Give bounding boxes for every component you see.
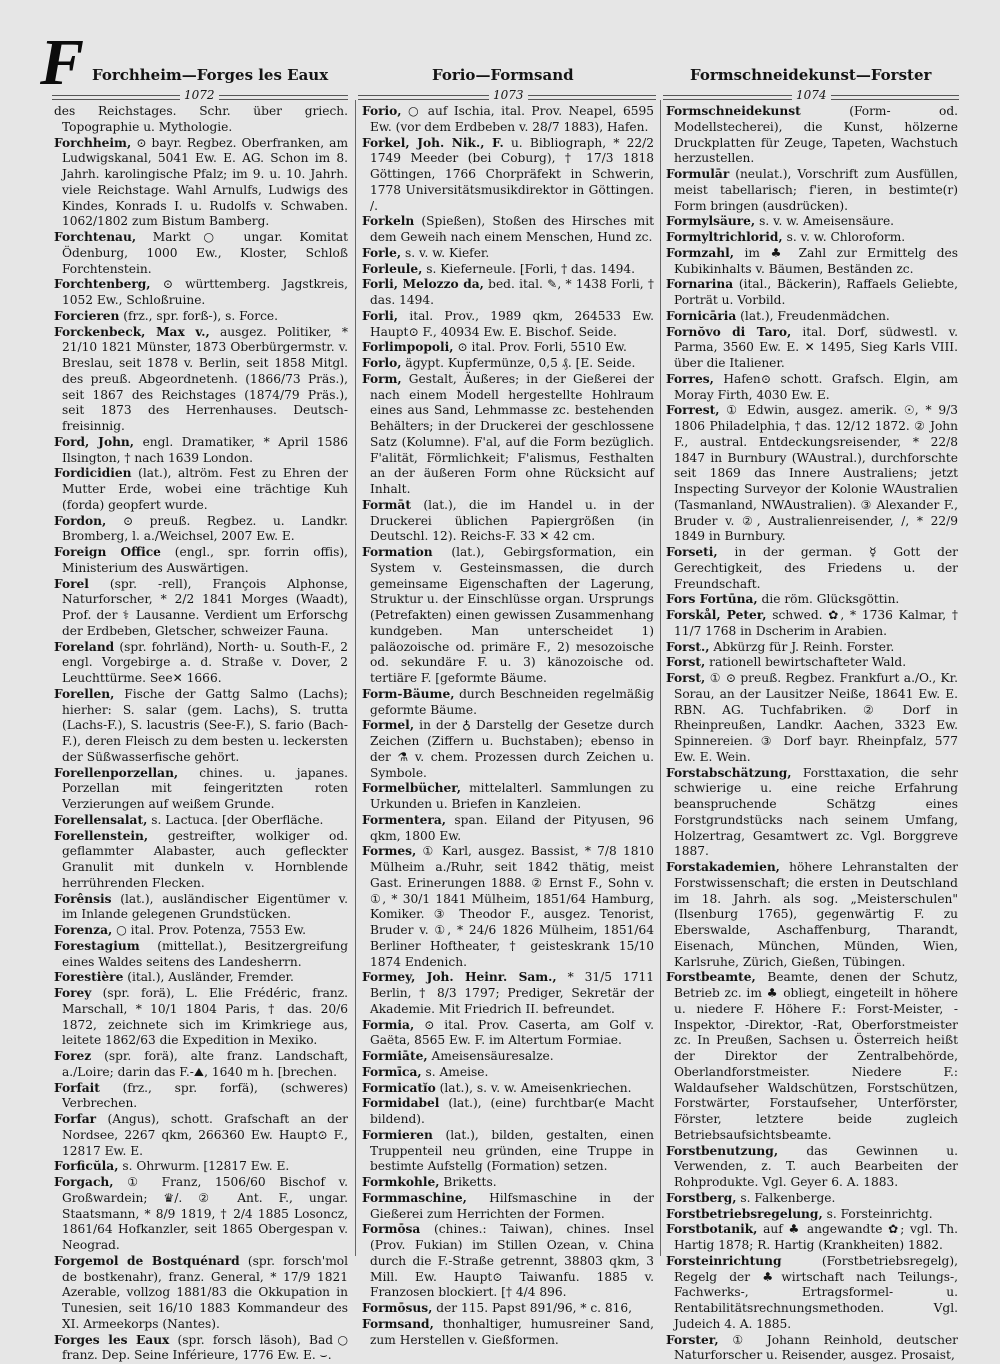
entry-text: (ital., Bäckerin), Raffaels Geliebte, Porträt u. Vorbild.: [674, 277, 958, 307]
entry-headword: Forey: [54, 986, 91, 1000]
entry-text: (engl., spr. forrin offis), Ministerium des Auswärtigen.: [62, 545, 348, 575]
entry-headword: Forleule,: [362, 262, 422, 276]
dictionary-entry: [54, 829, 348, 892]
section-letter: F: [40, 30, 84, 96]
entry-headword: Forstbotanik,: [666, 1222, 757, 1236]
entry-headword: Forio,: [362, 104, 402, 118]
entry-headword: Forcieren: [54, 309, 119, 323]
entry-headword: Formīca,: [362, 1065, 422, 1079]
dictionary-entry: [666, 592, 958, 608]
entry-text: engl. Dramatiker, * April 1586 Ilsington, † nach 1639 London.: [62, 435, 348, 465]
entry-headword: Forle,: [362, 246, 401, 260]
entry-headword: Fordicidien: [54, 466, 132, 480]
dictionary-entry: [362, 1081, 654, 1097]
dictionary-entry: [362, 781, 654, 813]
entry-headword: Formschneidekunst: [666, 104, 801, 118]
dictionary-entry: [54, 1112, 348, 1159]
entry-text: ① ⊙ preuß. Regbez. Frankfurt a./O., Kr. Sorau, an der Lausitzer Neiße, 18641 Ew. E. RBN. AG. Tuchfabriken. ② Dorf in Rheinpreußen, Landkr. Aachen, 3323 Ew. Spinnereien. ③ Dorf bayr. Rheinpfalz, 577 Ew. E. Wein.: [674, 671, 958, 764]
dictionary-entry: [666, 277, 958, 309]
entry-headword: Formelbücher,: [362, 781, 461, 795]
entry-headword: Forestagium: [54, 939, 140, 953]
entry-headword: Forckenbeck, Max v.,: [54, 325, 210, 339]
entry-text: Hilfsmaschine in der Gießerei zum Herrichten der Formen.: [370, 1191, 654, 1221]
entry-headword: Fors Fortūna,: [666, 592, 758, 606]
entry-headword: Formkohle,: [362, 1175, 440, 1189]
dictionary-entry: [666, 403, 958, 545]
dictionary-entry: [666, 1191, 958, 1207]
entry-text: (Forstbetriebsregelg), Regelg der ♣wirtschaft nach Teilungs-, Fachwerks-, Ertragsformel- u. Rentabilitätsrechnungsmethoden. Vgl. Judeich 4. A. 1885.: [674, 1254, 958, 1331]
column-middle: [362, 104, 654, 1256]
entry-text: ⊙ ital. Prov. Forli, 5510 Ew.: [457, 340, 627, 354]
entry-headword: Forchtenberg,: [54, 277, 151, 291]
dictionary-entry: [666, 860, 958, 970]
entry-text: Fische der Gattg Salmo (Lachs); hierher: S. salar (gem. Lachs), S. trutta (Lachs-F.), S. lacustris (See-F.), S. fario (Bach-F.), deren Fleisch zu dem besten u. leckersten der Süßwasserfische gehört.: [62, 687, 348, 764]
entry-headword: Form,: [362, 372, 402, 386]
entry-text: in der german. ☿ Gott der Gerechtigkeit, des Friedens u. der Freundschaft.: [674, 545, 958, 591]
entry-headword: Formey, Joh. Heinr. Sam.,: [362, 970, 557, 984]
dictionary-entry: [362, 340, 654, 356]
dictionary-entry: [54, 986, 348, 1049]
entry-headword: Forli,: [362, 309, 398, 323]
dictionary-entry: [362, 1175, 654, 1191]
dictionary-entry: [362, 813, 654, 845]
dictionary-entry: [54, 892, 348, 924]
dictionary-entry: [54, 309, 348, 325]
dictionary-entry: [362, 104, 654, 136]
entry-headword: Foreland: [54, 640, 114, 654]
entry-text: Ameisensäuresalze.: [431, 1049, 553, 1063]
dictionary-entry: [666, 608, 958, 640]
entry-text: schwed. ✿, * 1736 Kalmar, † 11/7 1768 in Dscherim in Arabien.: [674, 608, 958, 638]
dictionary-entry: [666, 325, 958, 372]
page-number-right: 1074: [792, 88, 831, 102]
dictionary-entry: [362, 1065, 654, 1081]
entry-text: ① Johann Reinhold, deutscher Naturforscher u. Reisender, ausgez. Prosaist,: [674, 1333, 958, 1363]
entry-headword: Forskål, Peter,: [666, 608, 767, 622]
dictionary-entry: [362, 687, 654, 719]
entry-headword: Forst,: [666, 671, 705, 685]
entry-text: s. Kieferneule. [Forli, † das. 1494.: [426, 262, 635, 276]
entry-text: s. Falkenberge.: [740, 1191, 835, 1205]
entry-text: (lat.), bilden, gestalten, einen Truppenteil neu gründen, eine Truppe in bestimte Aufstellg (Formation) setzen.: [370, 1128, 654, 1174]
entry-text: s. v. w. Ameisensäure.: [759, 214, 894, 228]
entry-text: thonhaltiger, humusreiner Sand, zum Herstellen v. Gießformen.: [370, 1317, 654, 1347]
dictionary-entry: [666, 970, 958, 1143]
entry-headword: Forstbetriebsregelung,: [666, 1207, 823, 1221]
column-rule-2: [660, 100, 661, 1256]
entry-text: Gestalt, Äußeres; in der Gießerei der nach einem Modell hergestellte Hohlraum eines aus Sand, Lehmmasse zc. bestehenden Behälters; in der Druckerei der geschlossene Satz (Kolumne). F'al, auf die Form bezüglich. F'alität, Förmlichkeit; F'alismus, Festhalten an der äußeren Form ohne Rücksicht auf Inhalt.: [370, 372, 654, 496]
entry-text: (neulat.), Vorschrift zum Ausfüllen, meist tabellarisch; f'ieren, in bestimte(r) Form bringen (ausdrücken).: [674, 167, 958, 213]
dictionary-entry: [54, 1159, 348, 1175]
dictionary-entry: [362, 372, 654, 498]
entry-text: Beamte, denen der Schutz, Betrieb zc. im ♣ obliegt, eingeteilt in höhere u. niedere F. Höhere F.: Forst-Meister, -Inspektor, -Direktor, -Rat, Oberforstmeister zc. In Preußen, Sachsen u. Österreich heißt der Direktor der Zentralbehörde, Oberlandforstmeister. Niedere F.: Waldaufseher Waldschützen, Forstschützen, Forstwärter, Forstaufseher, Unterförster, Förster, letztere beide zugleich Betriebsaufsichtsbeamte.: [674, 970, 958, 1142]
entry-text: Forsttaxation, die sehr schwierige u. eine reiche Erfahrung beanspruchende Schätzg eines Forstgrundstücks nach seinem Umfang, Holzertrag, Gesamtwert zc. Vgl. Borggreve 1887.: [674, 766, 958, 859]
dictionary-entry: [666, 1144, 958, 1191]
entry-text: ① Franz, 1506/60 Bischof v. Großwardein; ♛/. ② Ant. F., ungar. Staatsmann, * 8/9 1819, † 2/4 1885 Losoncz, 1861/64 Hofkanzler, seit 1865 Obergespan v. Neograd.: [62, 1175, 348, 1252]
entry-text: in der ♁ Darstellg der Gesetze durch Zeichen (Ziffern u. Buchstaben); ebenso in der ⚗ v. chem. Prozessen durch Zeichen u. Symbole.: [370, 718, 654, 779]
entry-text: (Spießen), Stoßen des Hirsches mit dem Geweih nach einem Menschen, Hund zc.: [370, 214, 654, 244]
entry-headword: Forlimpopoli,: [362, 340, 454, 354]
entry-headword: Forgach,: [54, 1175, 113, 1189]
entry-text: ägypt. Kupfermünze, 0,5 ₰. [E. Seide.: [405, 356, 635, 370]
entry-text: (lat.), Freudenmädchen.: [740, 309, 890, 323]
entry-text: auf ♣ angewandte ✿; vgl. Th. Hartig 1878; R. Hartig (Krankheiten) 1882.: [674, 1222, 958, 1252]
dictionary-entry: [362, 1096, 654, 1128]
entry-text: (lat.), ausländischer Eigentümer v. im Inlande gelegenen Grundstücken.: [62, 892, 348, 922]
dictionary-entry: [362, 545, 654, 687]
column-right: [666, 104, 958, 1256]
entry-headword: Fornarina: [666, 277, 733, 291]
entry-text: gestreifter, wolkiger od. geflammter Alabaster, auch gefleckter Granulit mit dunkeln v. Hornblende herrührenden Flecken.: [62, 829, 348, 890]
entry-headword: Forez: [54, 1049, 91, 1063]
dictionary-entry: [362, 844, 654, 970]
dictionary-entry: [362, 1301, 654, 1317]
dictionary-entry: [54, 1175, 348, 1254]
entry-headword: Forestière: [54, 970, 123, 984]
dictionary-entry: [362, 718, 654, 781]
entry-headword: Formation: [362, 545, 433, 559]
dictionary-entry: [54, 813, 348, 829]
dictionary-entry: [54, 466, 348, 513]
dictionary-entry: [362, 214, 654, 246]
entry-headword: Forfar: [54, 1112, 96, 1126]
entry-headword: Formōsus,: [362, 1301, 432, 1315]
entry-headword: Forli, Melozzo da,: [362, 277, 484, 291]
entry-text: (chines.: Taiwan), chines. Insel (Prov. Fukian) im Stillen Ozean, v. China durch die F.-Straße getrennt, 38803 qkm, 3 Mill. Ew. Haupt⊙ Taiwanfu. 1885 v. Franzosen blockiert. [† 4/4 896.: [370, 1222, 654, 1299]
dictionary-entry: [666, 1333, 958, 1364]
entry-text: ausgez. Politiker, * 21/10 1821 Münster, 1873 Oberbürgermstr. v. Breslau, seit 1878 v. Berlin, seit 1858 Mitgl. des preuß. Abgeordnetenh. (1866/73 Präs.), seit 1867 des Reichstages (1874/79 Präs.), seit 1873 des Herrenhauses. Deutsch-freisinnig.: [62, 325, 348, 434]
dictionary-entry: [362, 1222, 654, 1301]
dictionary-entry: [54, 514, 348, 546]
entry-headword: Form-Bäume,: [362, 687, 454, 701]
entry-headword: Forel: [54, 577, 89, 591]
entry-headword: Forst,: [666, 655, 705, 669]
entry-headword: Forchheim,: [54, 136, 131, 150]
dictionary-entry: [54, 1254, 348, 1333]
dictionary-entry: [54, 640, 348, 687]
dictionary-entry: [362, 246, 654, 262]
entry-headword: Forst.,: [666, 640, 710, 654]
entry-text: rationell bewirtschafteter Wald.: [709, 655, 906, 669]
dictionary-entry: [666, 655, 958, 671]
dictionary-entry: [54, 545, 348, 577]
dictionary-entry: [362, 1049, 654, 1065]
entry-headword: Formzahl,: [666, 246, 734, 260]
entry-headword: Formmaschine,: [362, 1191, 467, 1205]
entry-text: Abkürzg für J. Reinh. Forster.: [713, 640, 894, 654]
dictionary-entry: [666, 230, 958, 246]
entry-text: höhere Lehranstalten der Forstwissenschaft; die ersten in Deutschland im 18. Jahrh. als sog. „Meisterschulen" (Ilsenburg 1765), gegenwärtig F. zu Eberswalde, Aschaffenburg, Tharandt, Eisenach, München, Münden, Wien, Karlsruhe, Zürich, Gießen, Tübingen.: [674, 860, 958, 969]
dictionary-entry: [54, 923, 348, 939]
dictionary-entry: [54, 277, 348, 309]
entry-text: (spr. forsch läsoh), Bad○ franz. Dep. Seine Inférieure, 1776 Ew. E. ⌣.: [62, 1333, 348, 1363]
entry-headword: Formulār: [666, 167, 729, 181]
entry-headword: Formel,: [362, 718, 414, 732]
entry-text: (ital.), Ausländer, Fremder.: [127, 970, 294, 984]
column-rule-1: [355, 100, 356, 1256]
dictionary-entry: [54, 104, 348, 136]
entry-text: ital. Prov., 1989 qkm, 264533 Ew. Haupt⊙ F., 40934 Ew. E. Bischof. Seide.: [370, 309, 654, 339]
entry-headword: Forênsis: [54, 892, 112, 906]
entry-text: (lat.), Gebirgsformation, ein System v. Gesteinsmassen, die durch gemeinsame Eigenschaften der Lagerung, Struktur u. der Einschlüsse organ. Ursprungs (Petrefakten) einen gewissen Zusammenhang kundgeben. Man unterscheidet 1) paläozoische od. primäre F., 2) mesozoische od. sekundäre F. u. 3) känozoische od. tertiäre F. [geformte Bäume.: [370, 545, 654, 685]
entry-headword: Forficŭla,: [54, 1159, 118, 1173]
entry-headword: Forchtenau,: [54, 230, 136, 244]
entry-headword: Formes,: [362, 844, 416, 858]
middle-running-head: Forio—Formsand: [432, 66, 574, 84]
entry-text: s. v. w. Kiefer.: [405, 246, 489, 260]
dictionary-entry: [54, 939, 348, 971]
entry-text: * 31/5 1711 Berlin, † 8/3 1797; Prediger, Sekretär der Akademie. Mit Friedrich II. befreundet.: [370, 970, 654, 1016]
entry-text: (lat.), (eine) furchtbar(e Macht bildend).: [370, 1096, 654, 1126]
entry-text: (spr. forä), alte franz. Landschaft, a./Loire; darin das F.-⛰, 1640 m h. [brechen.: [62, 1049, 348, 1079]
entry-text: ① Edwin, ausgez. amerik. ☉, * 9/3 1806 Philadelphia, † das. 12/12 1872. ② John F., austral. Entdeckungsreisender, * 22/8 1847 in Burnbury (WAustral.), durchforschte seit 1869 das Innere Australiens; jetzt Inspecting Surveyor der Kolonie WAustralien (Tasmanland, NWAustralien). ③ Alexander F., Bruder v. ②, Australienreisender, /, * 22/9 1849 in Burnbury.: [674, 403, 958, 543]
entry-headword: Forsteinrichtung: [666, 1254, 781, 1268]
entry-text: (spr. fohrländ), North- u. South-F., 2 engl. Vorgebirge a. d. Straße v. Dover, 2 Leuchttürme. See✕ 1666.: [62, 640, 348, 686]
entry-text: (mittellat.), Besitzergreifung eines Waldes seitens des Landesherrn.: [62, 939, 348, 969]
entry-text: im ♣ Zahl zur Ermittelg des Kubikinhalts v. Bäumen, Beständen zc.: [674, 246, 958, 276]
entry-text: ⊙ württemberg. Jagstkreis, 1052 Ew., Schloßruine.: [62, 277, 348, 307]
entry-text: s. v. w. Chloroform.: [787, 230, 906, 244]
dictionary-entry: [666, 766, 958, 861]
dictionary-entry: [54, 325, 348, 435]
dictionary-entry: [666, 671, 958, 766]
entry-text: durch Beschneiden regelmäßig geformte Bäume.: [370, 687, 654, 717]
dictionary-entry: [362, 1128, 654, 1175]
dictionary-entry: [54, 136, 348, 231]
entry-headword: Forges les Eaux: [54, 1333, 169, 1347]
entry-text: ⊙ preuß. Regbez. u. Landkr. Bromberg, l. a./Weichsel, 2007 Ew. E.: [62, 514, 348, 544]
entry-text: s. Ohrwurm. [12817 Ew. E.: [122, 1159, 289, 1173]
dictionary-entry: [362, 262, 654, 278]
entry-text: Markt○ ungar. Komitat Ödenburg, 1000 Ew., Kloster, Schloß Forchtenstein.: [62, 230, 348, 276]
entry-headword: Forstberg,: [666, 1191, 737, 1205]
dictionary-entry: [362, 277, 654, 309]
entry-headword: Foreign Office: [54, 545, 161, 559]
entry-text: (frz., spr. forfä), (schweres) Verbrechen.: [62, 1081, 348, 1111]
entry-headword: Formieren: [362, 1128, 433, 1142]
dictionary-entry: [666, 214, 958, 230]
page-number-left: 1072: [180, 88, 219, 102]
entry-headword: Forgemol de Bostquénard: [54, 1254, 240, 1268]
page-number-middle: 1073: [489, 88, 528, 102]
entry-headword: Forellensalat,: [54, 813, 147, 827]
entry-headword: Fordon,: [54, 514, 106, 528]
dictionary-entry: [54, 766, 348, 813]
dictionary-entry: [666, 167, 958, 214]
dictionary-entry: [362, 1018, 654, 1050]
entry-text: ① Karl, ausgez. Bassist, * 7/8 1810 Mülheim a./Ruhr, seit 1842 thätig, meist Gast. Erinerungen 1888. ② Ernst F., Sohn v. ①, * 30/1 1841 Mülheim, 1851/64 Hamburg, Komiker. ③ Theodor F., ausgez. Tenorist, Bruder v. ①, * 24/6 1826 Mülheim, 1851/64 Berliner Hoftheater, † geisteskrank 15/10 1874 Endenich.: [370, 844, 654, 968]
entry-text: die röm. Glücksgöttin.: [762, 592, 900, 606]
entry-text: Briketts.: [443, 1175, 496, 1189]
entry-headword: Forlo,: [362, 356, 402, 370]
entry-text: Hafen⊙ schott. Grafsch. Elgin, am Moray Firth, 4030 Ew. E.: [674, 372, 958, 402]
entry-text: (Angus), schott. Grafschaft an der Nordsee, 2267 qkm, 266360 Ew. Haupt⊙ F., 12817 Ew. E.: [62, 1112, 348, 1158]
entry-text: das Gewinnen u. Verwenden, z. T. auch Bearbeiten der Rohprodukte. Vgl. Geyer 6. A. 1883.: [674, 1144, 958, 1190]
entry-headword: Fornicāria: [666, 309, 736, 323]
entry-text: (spr. -rell), François Alphonse, Naturforscher, * 2/2 1841 Morges (Waadt), Prof. der ⚕ Lausanne. Verdient um Erforschg der Erdbeben, Gletscher, schweizer Fauna.: [62, 577, 348, 638]
entry-text: s. Lactuca. [der Oberfläche.: [151, 813, 323, 827]
dictionary-entry: [362, 498, 654, 545]
dictionary-entry: [54, 435, 348, 467]
dictionary-entry: [54, 1333, 348, 1364]
dictionary-entry: [54, 230, 348, 277]
entry-text: chines. u. japanes. Porzellan mit feingeritzten roten Verzierungen auf weißem Grunde.: [62, 766, 348, 812]
entry-text: der 115. Papst 891/96, * c. 816,: [436, 1301, 632, 1315]
entry-text: (lat.), s. v. w. Ameisenkriechen.: [440, 1081, 632, 1095]
dictionary-entry: [362, 356, 654, 372]
entry-headword: Forenza,: [54, 923, 112, 937]
entry-headword: Formia,: [362, 1018, 414, 1032]
column-left: [54, 104, 348, 1256]
entry-text: (spr. forä), L. Elie Frédéric, franz. Marschall, * 10/1 1804 Paris, † das. 20/6 1872, zeichnete sich im Krimkriege aus, leitete 1862/63 die Expedition in Mexiko.: [62, 986, 348, 1047]
entry-text: ○ ital. Prov. Potenza, 7553 Ew.: [116, 923, 306, 937]
entry-text: des Reichstages. Schr. über griech. Topographie u. Mythologie.: [54, 104, 348, 134]
dictionary-entry: [666, 309, 958, 325]
dictionary-entry: [362, 309, 654, 341]
entry-text: ital. Dorf, südwestl. v. Parma, 3560 Ew. E. ✕ 1495, Sieg Karls VIII. über die Italiener.: [674, 325, 958, 371]
dictionary-entry: [54, 577, 348, 640]
entry-headword: Forfait: [54, 1081, 100, 1095]
entry-headword: Formsand,: [362, 1317, 434, 1331]
dictionary-entry: [362, 1317, 654, 1349]
entry-text: ⊙ bayr. Regbez. Oberfranken, am Ludwigskanal, 5041 Ew. E. AG. Schon im 8. Jahrh. karolingische Pfalz; im 9. u. 10. Jahrh. viele Reichstage. Wahl Arnulfs, Ludwigs des Kindes, Konrads I. u. Rudolfs v. Schwaben. 1062/1802 zum Bistum Bamberg.: [62, 136, 348, 229]
dictionary-entry: [666, 1254, 958, 1333]
entry-text: (frz., spr. forß-), s. Force.: [123, 309, 278, 323]
entry-headword: Forellen,: [54, 687, 114, 701]
dictionary-entry: [362, 1191, 654, 1223]
dictionary-entry: [666, 372, 958, 404]
entry-text: bed. ital. ✎, * 1438 Forli, † das. 1494.: [370, 277, 654, 307]
entry-headword: Forster,: [666, 1333, 719, 1347]
entry-headword: Formyltrichlorid,: [666, 230, 783, 244]
entry-text: u. Bibliograph, * 22/2 1749 Meeder (bei Coburg), † 17/3 1818 Göttingen, 1766 Chorpräfekt in Schwerin, 1778 Universitätsmusikdirektor in Göttingen. /.: [370, 136, 654, 213]
right-running-head: Formschneidekunst—Forster: [690, 66, 931, 84]
dictionary-entry: [666, 1207, 958, 1223]
entry-headword: Forkeln: [362, 214, 414, 228]
left-running-head: Forchheim—Forges les Eaux: [92, 66, 328, 84]
entry-headword: Formiāte,: [362, 1049, 428, 1063]
dictionary-entry: [54, 687, 348, 766]
entry-text: (lat.), altröm. Fest zu Ehren der Mutter Erde, wobei eine trächtige Kuh (forda) geopfert wurde.: [62, 466, 348, 512]
entry-text: span. Eiland der Pityusen, 96 qkm, 1800 Ew.: [370, 813, 654, 843]
entry-headword: Forstbeamte,: [666, 970, 756, 984]
entry-text: (spr. forsch'mol de bostkenahr), franz. General, * 17/9 1821 Azerable, vollzog 1881/83 die Okkupation in Tunesien, seit 16/10 1883 Kommandeur des XI. Armeekorps (Nantes).: [62, 1254, 348, 1331]
dictionary-entry: [666, 640, 958, 656]
entry-headword: Formidabel: [362, 1096, 439, 1110]
entry-headword: Forellenporzellan,: [54, 766, 178, 780]
dictionary-entry: [666, 104, 958, 167]
dictionary-entry: [362, 970, 654, 1017]
entry-headword: Forstbenutzung,: [666, 1144, 778, 1158]
entry-text: (lat.), die im Handel u. in der Druckerei üblichen Papiergrößen (in Deutschl. 12). Reichs-F. 33 ✕ 42 cm.: [370, 498, 654, 544]
entry-headword: Formylsäure,: [666, 214, 755, 228]
dictionary-entry: [666, 246, 958, 278]
entry-text: mittelalterl. Sammlungen zu Urkunden u. Briefen in Kanzleien.: [370, 781, 654, 811]
entry-headword: Forkel, Joh. Nik., F.: [362, 136, 504, 150]
entry-headword: Forseti,: [666, 545, 718, 559]
entry-text: ⊙ ital. Prov. Caserta, am Golf v. Gaëta, 8565 Ew. F. im Altertum Formiae.: [370, 1018, 654, 1048]
entry-text: s. Ameise.: [426, 1065, 489, 1079]
dictionary-entry: [666, 545, 958, 592]
entry-headword: Forrest,: [666, 403, 719, 417]
entry-headword: Fornŏvo di Taro,: [666, 325, 791, 339]
entry-headword: Formāt: [362, 498, 411, 512]
entry-text: ○ auf Ischia, ital. Prov. Neapel, 6595 Ew. (vor dem Erdbeben v. 28/7 1883), Hafen.: [370, 104, 654, 134]
dictionary-entry: [362, 136, 654, 215]
dictionary-entry: [54, 970, 348, 986]
entry-headword: Formentera,: [362, 813, 446, 827]
entry-headword: Forres,: [666, 372, 714, 386]
dictionary-entry: [54, 1049, 348, 1081]
entry-headword: Forstabschätzung,: [666, 766, 792, 780]
dictionary-entry: [666, 1222, 958, 1254]
entry-headword: Forstakademien,: [666, 860, 780, 874]
entry-headword: Formōsa: [362, 1222, 420, 1236]
entry-headword: Forellenstein,: [54, 829, 148, 843]
dictionary-entry: [54, 1081, 348, 1113]
entry-text: (Form- od. Modellstecherei), die Kunst, hölzerne Druckplatten für Zeuge, Tapeten, Wachstuch herzustellen.: [674, 104, 958, 165]
entry-headword: Formicatĭo: [362, 1081, 436, 1095]
entry-headword: Ford, John,: [54, 435, 134, 449]
entry-text: s. Forsteinrichtg.: [827, 1207, 933, 1221]
